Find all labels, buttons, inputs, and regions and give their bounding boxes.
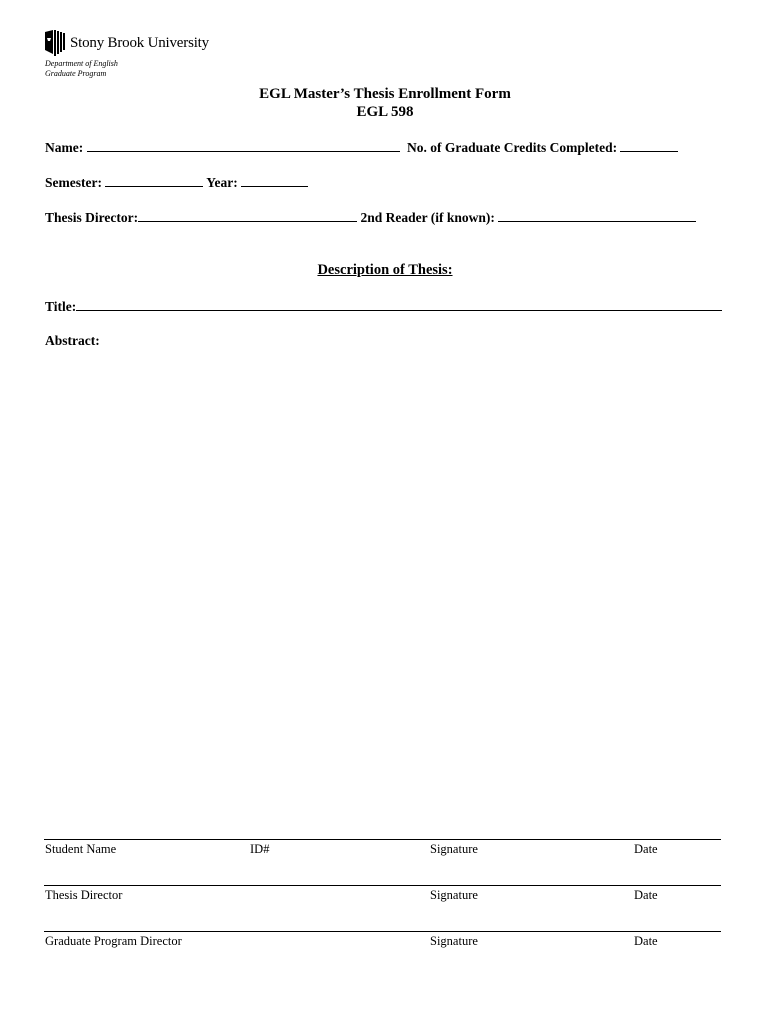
title-label: Title: (45, 299, 77, 314)
director-label: Thesis Director: (45, 210, 139, 225)
semester-field[interactable] (105, 173, 203, 187)
director-field[interactable] (138, 208, 357, 222)
thesis-director-label: Thesis Director (45, 888, 123, 902)
program-director-label: Graduate Program Director (45, 934, 182, 948)
university-seal-icon (44, 30, 66, 56)
director-date-label: Date (634, 888, 658, 902)
name-label: Name: (45, 140, 84, 155)
course-code: EGL 598 (356, 104, 414, 120)
title-row (45, 297, 722, 316)
university-name: Stony Brook University (70, 35, 209, 51)
director-signature-label: Signature (430, 888, 478, 902)
program-director-signature-label: Signature (430, 934, 478, 948)
id-label: ID# (250, 842, 270, 856)
semester-row (45, 173, 308, 192)
abstract-area[interactable] (45, 356, 721, 826)
signature-line-director[interactable] (44, 885, 721, 886)
description-heading: Description of Thesis: (317, 262, 453, 278)
department-name: Department of English (45, 59, 118, 68)
reader-label: 2nd Reader (if known): (360, 210, 495, 225)
credits-field[interactable] (620, 138, 678, 152)
name-field[interactable] (87, 138, 400, 152)
program-name: Graduate Program (45, 69, 107, 78)
student-date-label: Date (634, 842, 658, 856)
year-field[interactable] (241, 173, 308, 187)
university-logo (44, 30, 209, 56)
title-field[interactable] (76, 297, 722, 311)
semester-label: Semester: (45, 175, 102, 190)
program-director-date-label: Date (634, 934, 658, 948)
credits-label: No. of Graduate Credits Completed: (406, 140, 618, 155)
signature-line-program-director[interactable] (44, 931, 721, 932)
student-name-label: Student Name (45, 842, 117, 856)
name-row (45, 138, 678, 157)
reader-field[interactable] (498, 208, 696, 222)
director-row (45, 208, 696, 227)
form-title: EGL Master’s Thesis Enrollment Form (259, 86, 511, 102)
year-label: Year: (206, 175, 238, 190)
signature-line-student[interactable] (44, 839, 721, 840)
abstract-label: Abstract: (45, 333, 100, 348)
student-signature-label: Signature (430, 842, 478, 856)
